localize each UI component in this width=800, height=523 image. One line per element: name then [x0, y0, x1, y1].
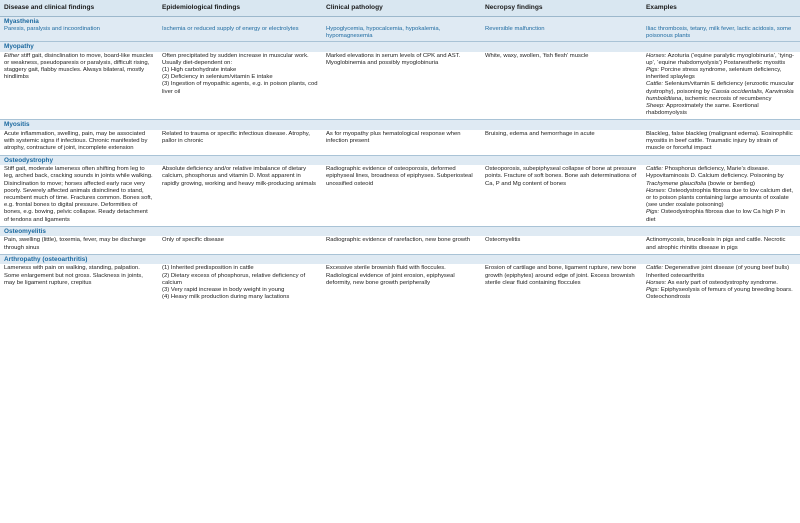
osteomyelitis-necropsy: Osteomyelitis — [485, 237, 521, 244]
myopathy-clinical: stiff gait, disinclination to move, board-like muscles or weakness, pseudoparesis or paralysis, difficult rising, staggery gait, flabby muscles. Always bilateral, mostly hindlimbs — [4, 52, 154, 81]
myasthenia-clinical: Paresis, paralysis and incoordination — [4, 25, 100, 32]
arthropathy-example-pigs: Pigs: Epiphyseolysis of femurs of young breeding boars. Osteochondrosis — [646, 287, 793, 301]
myasthenia-necropsy: Reversible malfunction — [485, 25, 545, 32]
osteomyelitis-examples: Actinomycosis, brucellosis in pigs and cattle. Necrotic and atrophic rhinitis disease in pigs — [646, 237, 786, 251]
osteodystrophy-example-pigs: Pigs: Osteodystrophia fibrosa due to low Ca high P in diet — [646, 209, 786, 223]
myositis-clinical: Acute inflammation, swelling, pain, may be associated with systemic signs if infectious. Chronic manifested by atrophy, contracture of joint, incomplete extension — [4, 131, 148, 152]
myasthenia-path: Hypoglycemia, hypocalcemia, hypokalemia, hypomagnesemia — [326, 25, 441, 39]
header-disease: Disease and clinical findings — [0, 0, 158, 17]
header-epidemiology: Epidemiological findings — [158, 0, 322, 17]
myopathy-epi-item: (3) Ingestion of myopathic agents, e.g. in poison plants, cod liver oil — [162, 81, 318, 95]
row-osteodystrophy — [0, 165, 800, 226]
myositis-necropsy: Bruising, edema and hemorrhage in acute — [485, 131, 595, 138]
myopathy-epi: Often precipitated by sudden increase in muscular work. Usually diet-dependent on: — [162, 52, 309, 66]
arthropathy-epi-item: (4) Heavy milk production during many lactations — [162, 294, 290, 301]
myasthenia-epi: Ischemia or reduced supply of energy or electrolytes — [162, 25, 299, 32]
row-osteodystrophy-title — [0, 155, 800, 165]
row-myositis — [0, 130, 800, 155]
osteodystrophy-clinical: Stiff gait, moderate lameness often shifting from leg to leg, arched back, cracking sounds in joints while walking. Disinclination to move; horses affected early race very poorly. Severely affected animals disinclined to stand, recumbent much of time. Fractures common. Bones soft, e.g. frontal bones to digital pressure. Deformities of bones, e.g. bowing, pelvic collapse. Ready detachment of tendons and ligaments — [4, 166, 153, 223]
myositis-path: As for myopathy plus hematological response when infection present — [326, 131, 461, 145]
disease-name-myositis: Myositis — [4, 121, 30, 129]
myopathy-example-sheep: Sheep: Approximately the same. Exertional rhabdomyolysis — [646, 103, 759, 117]
osteomyelitis-clinical: Pain, swelling (little), toxemia, fever, may be discharge through sinus — [4, 237, 146, 251]
header-clinical-pathology: Clinical pathology — [322, 0, 481, 17]
disease-name-myasthenia: Myasthenia — [4, 18, 39, 25]
osteodystrophy-epi: Absolute deficiency and/or relative imbalance of dietary calcium, phosphorus and vitamin D. Most apparent in rapidly growing, working and heavy milk-producing animals — [162, 166, 316, 187]
osteomyelitis-path: Radiographic evidence of rarefaction, new bone growth — [326, 237, 471, 244]
row-arthropathy-title — [0, 254, 800, 264]
header-examples: Examples — [642, 0, 800, 17]
myositis-epi: Related to trauma or specific infectious disease. Atrophy, pallor in chronic — [162, 131, 310, 145]
myositis-examples: Blackleg, false blackleg (malignant edema). Eosinophilic myositis in beef cattle. Traumatic injury by strain of muscle or forceful impact — [646, 131, 793, 152]
row-myopathy-title — [0, 42, 800, 52]
arthropathy-epi-item: (3) Very rapid increase in body weight in young — [162, 287, 285, 294]
row-arthropathy — [0, 264, 800, 303]
header-necropsy: Necropsy findings — [481, 0, 642, 17]
arthropathy-example-cattle: Cattle: Degenerative joint disease (of young beef bulls) Inherited osteoarthritis — [646, 265, 790, 279]
disease-name-osteodystrophy: Osteodystrophy — [4, 156, 54, 164]
disease-name-arthropathy: Arthropathy (osteoarthritis) — [4, 255, 88, 263]
row-osteomyelitis — [0, 236, 800, 254]
disease-name-osteomyelitis: Osteomyelitis — [4, 227, 46, 235]
arthropathy-epi-item: (1) Inherited predisposition in cattle — [162, 265, 254, 272]
osteomyelitis-epi: Only of specific disease — [162, 237, 224, 244]
osteodystrophy-example-cattle: Cattle: Phosphorus deficiency, Marie’s disease. Hypovitaminosis D. Calcium deficiency. Poisoning by Trachymene glaucifolia (bowie or bentleg) — [646, 166, 784, 187]
row-myasthenia — [0, 17, 800, 42]
osteodystrophy-path: Radiographic evidence of osteoporosis, deformed epiphyseal lines, broadness of epiphyses. Subperiosteal unossified osteoid — [326, 166, 473, 187]
disease-name-myopathy: Myopathy — [4, 43, 34, 50]
myopathy-example-horses: Horses: Azoturia (‘equine paralytic myoglobinuria’, ‘tying-up’, ‘equine rhabdomyolysis’) Postanesthetic myositis — [646, 52, 794, 66]
myasthenia-examples: Iliac thrombosis, tetany, milk fever, lactic acidosis, some poisonous plants — [646, 25, 792, 39]
myopathy-necropsy: White, waxy, swollen, ‘fish flesh’ muscle — [485, 52, 589, 59]
arthropathy-clinical: Lameness with pain on walking, standing, palpation. Some enlargement but not gross. Slackness in joints, may be ligament rupture, crepitus — [4, 265, 143, 286]
myopathy-example-cattle: Cattle: Selenium/vitamin E deficiency (enzootic muscular dystrophy), poisoning by Cassia occidentalis, Karwinskia humboldtiana, ischemic necrosis of recumbency — [646, 81, 794, 102]
myopathy-example-pigs: Pigs: Porcine stress syndrome, selenium deficiency, inherited splaylegs — [646, 67, 782, 81]
header-row — [0, 0, 800, 17]
arthropathy-necropsy: Erosion of cartilage and bone, ligament rupture, new bone growth (epiphytes) around edge of joint. Excess brownish sterile clear fluid containing floccules — [485, 265, 637, 286]
myopathy-epi-item: (2) Deficiency in selenium/vitamin E intake — [162, 74, 273, 81]
row-myositis-title — [0, 120, 800, 130]
arthropathy-path: Excessive sterile brownish fluid with floccules. Radiological evidence of joint erosion, epiphyseal deformity, new bone growth peripherally — [326, 265, 455, 286]
arthropathy-example-horses: Horses: As early part of osteodystrophy syndrome. — [646, 279, 778, 286]
myopathy-clinical-em: Either — [4, 52, 20, 59]
row-myopathy — [0, 52, 800, 120]
myopathy-path: Marked elevations in serum levels of CPK and AST. Myoglobinemia and possibly myoglobinuria — [326, 52, 461, 66]
row-osteomyelitis-title — [0, 226, 800, 236]
arthropathy-epi-item: (2) Dietary excess of phosphorus, relative deficiency of calcium — [162, 272, 306, 286]
myopathy-epi-item: (1) High carbohydrate intake — [162, 67, 237, 73]
osteodystrophy-necropsy: Osteoporosis, subepiphyseal collapse of bone at pressure points. Fracture of soft bones. Bone ash determinations of Ca, P and Mg content of bones — [485, 166, 637, 187]
osteodystrophy-example-horses: Horses: Osteodystrophia fibrosa due to low calcium diet, or to poison plants containing large amounts of oxalate (see under oxalate poisoning) — [646, 187, 794, 209]
